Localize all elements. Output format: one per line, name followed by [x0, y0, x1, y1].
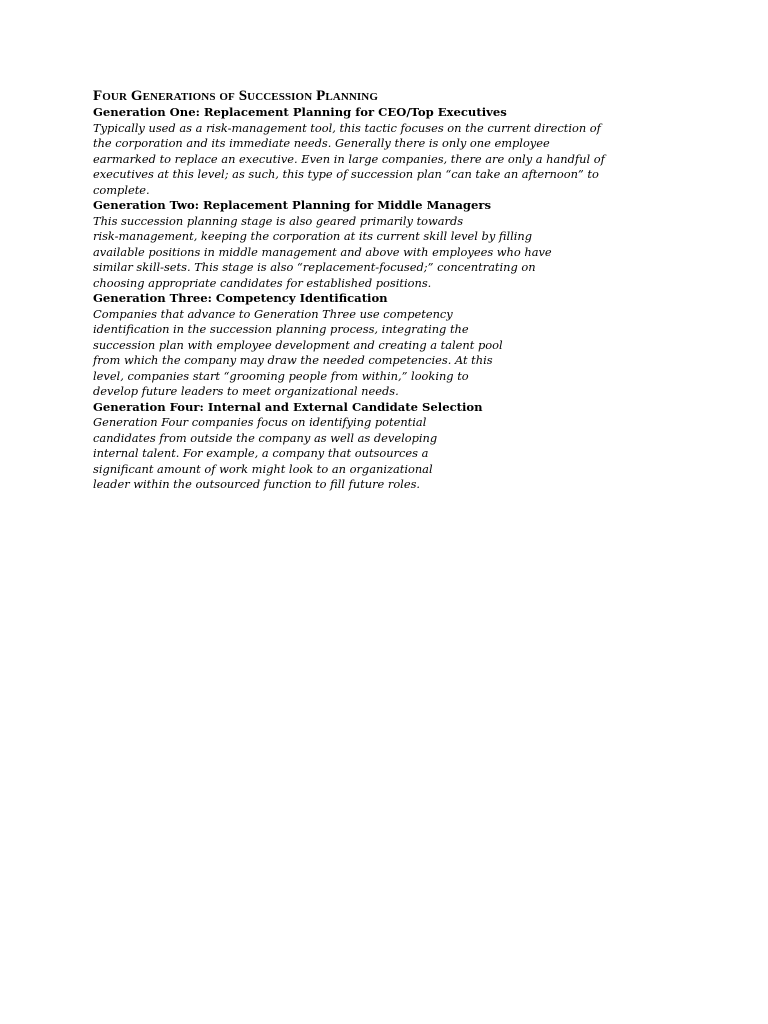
- body-line: candidates from outside the company as well as developing: [93, 430, 438, 445]
- body-line: executives at this level; as such, this type of succession plan “can take an afternoon” to: [93, 167, 599, 181]
- body-line: Generation Four companies focus on identifying potential: [93, 415, 427, 429]
- body-line: internal talent. For example, a company that outsources a: [93, 446, 429, 460]
- body-line: similar skill-sets. This stage is also “replacement-focused;” concentrating on: [93, 260, 536, 274]
- section-body: [93, 214, 613, 292]
- document-page: [93, 88, 613, 493]
- body-line: develop future leaders to meet organizational needs.: [93, 384, 399, 398]
- body-line: earmarked to replace an executive. Even in large companies, there are only a handful of: [93, 151, 605, 166]
- body-line: from which the company may draw the needed competencies. At this: [93, 353, 493, 367]
- section-body: [93, 307, 613, 400]
- section-generation-two: [93, 198, 613, 291]
- body-line: leader within the outsourced function to fill future roles.: [93, 477, 421, 491]
- section-heading: Generation One: Replacement Planning for CEO/Top Executives: [93, 105, 507, 119]
- document-title: Four Generations of Succession Planning: [93, 88, 379, 104]
- body-line: level, companies start “grooming people from within,” looking to: [93, 368, 469, 383]
- body-line: the corporation and its immediate needs. Generally there is only one employee: [93, 136, 550, 150]
- section-generation-four: [93, 400, 613, 493]
- section-heading: Generation Three: Competency Identification: [93, 291, 388, 305]
- body-line: Companies that advance to Generation Three use competency: [93, 306, 453, 321]
- body-line: available positions in middle management and above with employees who have: [93, 244, 552, 259]
- body-line: complete.: [93, 182, 150, 197]
- body-line: succession plan with employee development and creating a talent pool: [93, 337, 503, 352]
- body-line: significant amount of work might look to an organizational: [93, 461, 433, 476]
- section-heading: Generation Two: Replacement Planning for Middle Managers: [93, 198, 491, 212]
- body-line: choosing appropriate candidates for established positions.: [93, 275, 432, 290]
- section-generation-three: [93, 291, 613, 400]
- body-line: This succession planning stage is also geared primarily towards: [93, 213, 464, 228]
- body-line: risk-management, keeping the corporation at its current skill level by filling: [93, 229, 533, 243]
- section-body: [93, 415, 613, 493]
- section-heading: Generation Four: Internal and External Candidate Selection: [93, 399, 483, 414]
- body-line: identification in the succession planning process, integrating the: [93, 322, 469, 336]
- body-line: Typically used as a risk-management tool, this tactic focuses on the current direction of: [93, 120, 601, 135]
- section-body: [93, 121, 613, 199]
- section-generation-one: [93, 105, 613, 198]
